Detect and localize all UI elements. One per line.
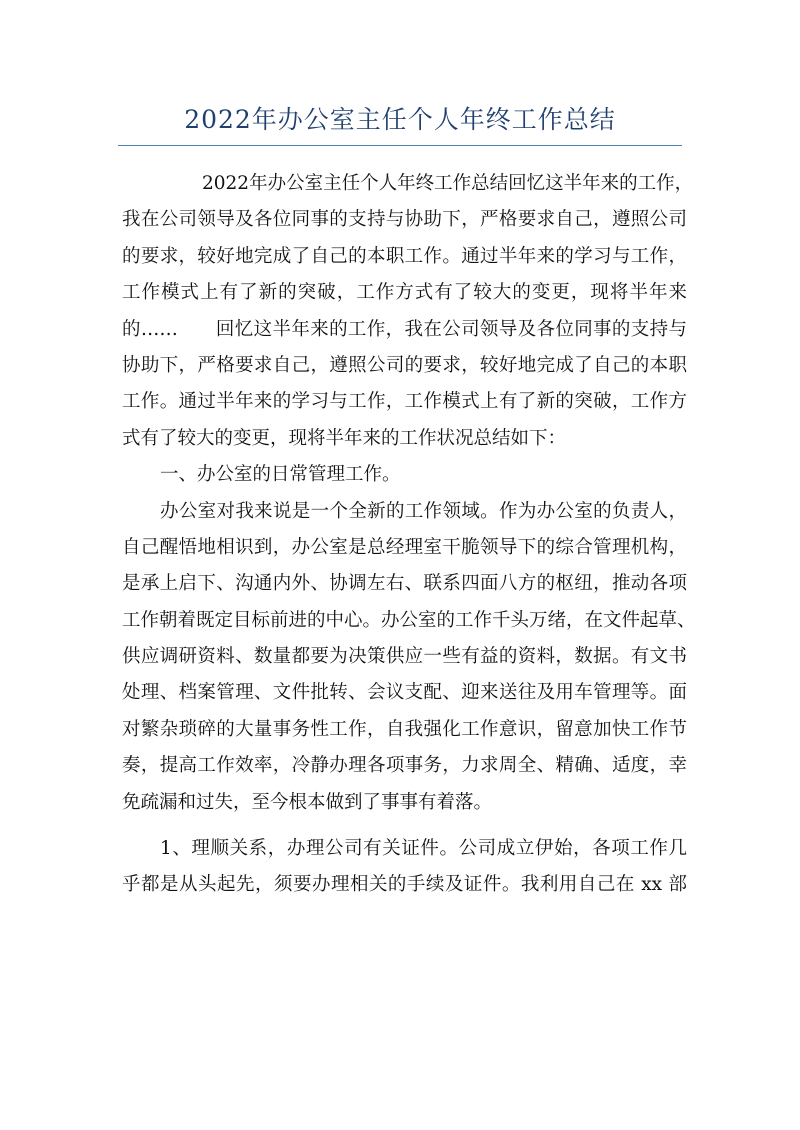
paragraph	[122, 494, 696, 822]
text-line: 乎都是从头起先，须要办理相关的手续及证件。我利用自己在 xx 部	[122, 874, 687, 896]
text-line: 我在公司领导及各位同事的支持与协助下，严格要求自己，遵照公司	[122, 209, 687, 231]
text-line: 工作。通过半年来的学习与工作，工作模式上有了新的突破，工作方	[122, 391, 687, 413]
text-line: 工作朝着既定目标前进的中心。办公室的工作千头万绪，在文件起草、	[122, 609, 696, 631]
text-line: 协助下，严格要求自己，遵照公司的要求，较好地完成了自己的本职	[122, 354, 687, 376]
title-underline	[118, 145, 682, 146]
text-line: 自己醒悟地相识到，办公室是总经理室干脆领导下的综合管理机构，	[122, 536, 687, 558]
text-line: 工作模式上有了新的突破，工作方式有了较大的变更，现将半年来	[122, 282, 687, 304]
text-line: 对繁杂琐碎的大量事务性工作，自我强化工作意识，留意加快工作节	[122, 718, 687, 740]
text-line: 一、办公室的日常管理工作。	[160, 464, 401, 486]
text-line: 处理、档案管理、文件批转、会议支配、迎来送往及用车管理等。面	[122, 682, 687, 704]
text-line: 奏，提高工作效率，冷静办理各项事务，力求周全、精确、适度，幸	[122, 755, 687, 777]
paragraph	[122, 831, 687, 904]
text-line: 2022年办公室主任个人年终工作总结回忆这半年来的工作，	[202, 173, 694, 194]
text-line: 式有了较大的变更，现将半年来的工作状况总结如下：	[122, 427, 567, 449]
text-line: 1、理顺关系，办理公司有关证件。公司成立伊始，各项工作几	[160, 838, 687, 860]
paragraph	[122, 166, 694, 457]
paragraph	[122, 457, 687, 493]
text-line: 的要求，较好地完成了自己的本职工作。通过半年来的学习与工作，	[122, 245, 687, 267]
text-line: 是承上启下、沟通内外、协调左右、联系四面八方的枢纽，推动各项	[122, 573, 687, 595]
document-body	[122, 166, 696, 904]
document-title: 2022年办公室主任个人年终工作总结	[184, 105, 616, 134]
text-line: 的…… 回忆这半年来的工作，我在公司领导及各位同事的支持与	[122, 318, 687, 340]
paragraph-gap	[122, 821, 687, 831]
text-line: 免疏漏和过失，至今根本做到了事事有着落。	[122, 791, 493, 813]
text-line: 供应调研资料、数量都要为决策供应一些有益的资料，数据。有文书	[122, 646, 687, 668]
text-line: 办公室对我来说是一个全新的工作领域。作为办公室的负责人，	[160, 500, 687, 522]
